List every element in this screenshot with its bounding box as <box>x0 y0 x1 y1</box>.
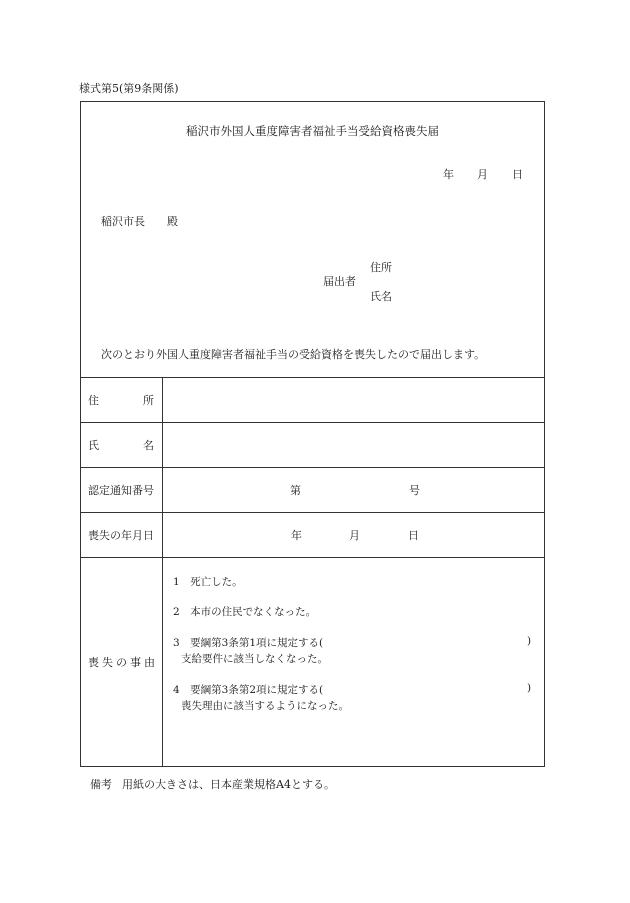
form-title: 稲沢市外国人重度障害者福祉手当受給資格喪失届 <box>186 124 439 138</box>
addressee <box>101 213 178 229</box>
applicant-address-label: 住所 <box>370 261 392 274</box>
reason-item-4: 4 要綱第3条第2項に規定する( <box>173 684 324 696</box>
declaration-statement: 次のとおり外国人重度障害者福祉手当の受給資格を喪失したので届出します。 <box>101 348 486 361</box>
reason-item-4-line2: 喪失理由に該当するようになった。 <box>181 700 349 712</box>
reason-item-3-close-paren: ) <box>527 635 532 647</box>
cert-number-row <box>81 467 544 512</box>
loss-reason-label: 喪失の事由 <box>81 558 163 766</box>
form-number-label: 様式第5(第9条関係) <box>79 82 179 95</box>
applicant-name-label: 氏名 <box>370 290 392 303</box>
name-label-char-2: 名 <box>143 439 154 452</box>
loss-reason-row <box>81 557 544 766</box>
remarks-note <box>90 776 335 792</box>
date-month-label: 月 <box>477 168 488 181</box>
reason-item-3: 3 要綱第3条第1項に規定する( <box>173 637 324 649</box>
name-row-label <box>81 423 163 467</box>
loss-date-row <box>81 512 544 557</box>
form-header-section <box>81 102 544 377</box>
reason-item-3-line2: 支給要件に該当しなくなった。 <box>181 653 328 665</box>
addressee-honorific: 殿 <box>167 215 178 228</box>
loss-date-year: 年 <box>291 529 302 542</box>
address-row-label <box>81 378 163 422</box>
reason-item-1: 1 死亡した。 <box>173 576 243 588</box>
reason-item-2: 2 本市の住民でなくなった。 <box>173 606 317 618</box>
addressee-name: 稲沢市長 <box>101 215 145 228</box>
name-label-char-1: 氏 <box>88 439 99 452</box>
cert-number-go: 号 <box>409 484 420 497</box>
loss-date-day: 日 <box>408 529 419 542</box>
loss-date-label: 喪失の年月日 <box>81 513 163 557</box>
date-year-label: 年 <box>443 168 454 181</box>
address-label-char-1: 住 <box>88 394 99 407</box>
cert-number-label: 認定通知番号 <box>81 468 163 512</box>
loss-date-month: 月 <box>349 529 360 542</box>
name-row <box>81 422 544 467</box>
address-label-char-2: 所 <box>143 394 154 407</box>
date-day-label: 日 <box>512 168 523 181</box>
applicant-label: 届出者 <box>323 275 356 288</box>
form-frame <box>80 101 545 767</box>
remarks-label: 備考 <box>90 778 112 791</box>
address-row <box>81 377 544 422</box>
reason-item-4-close-paren: ) <box>527 682 532 694</box>
remarks-text: 用紙の大きさは、日本産業規格A4とする。 <box>122 778 335 791</box>
cert-number-dai: 第 <box>290 484 301 497</box>
